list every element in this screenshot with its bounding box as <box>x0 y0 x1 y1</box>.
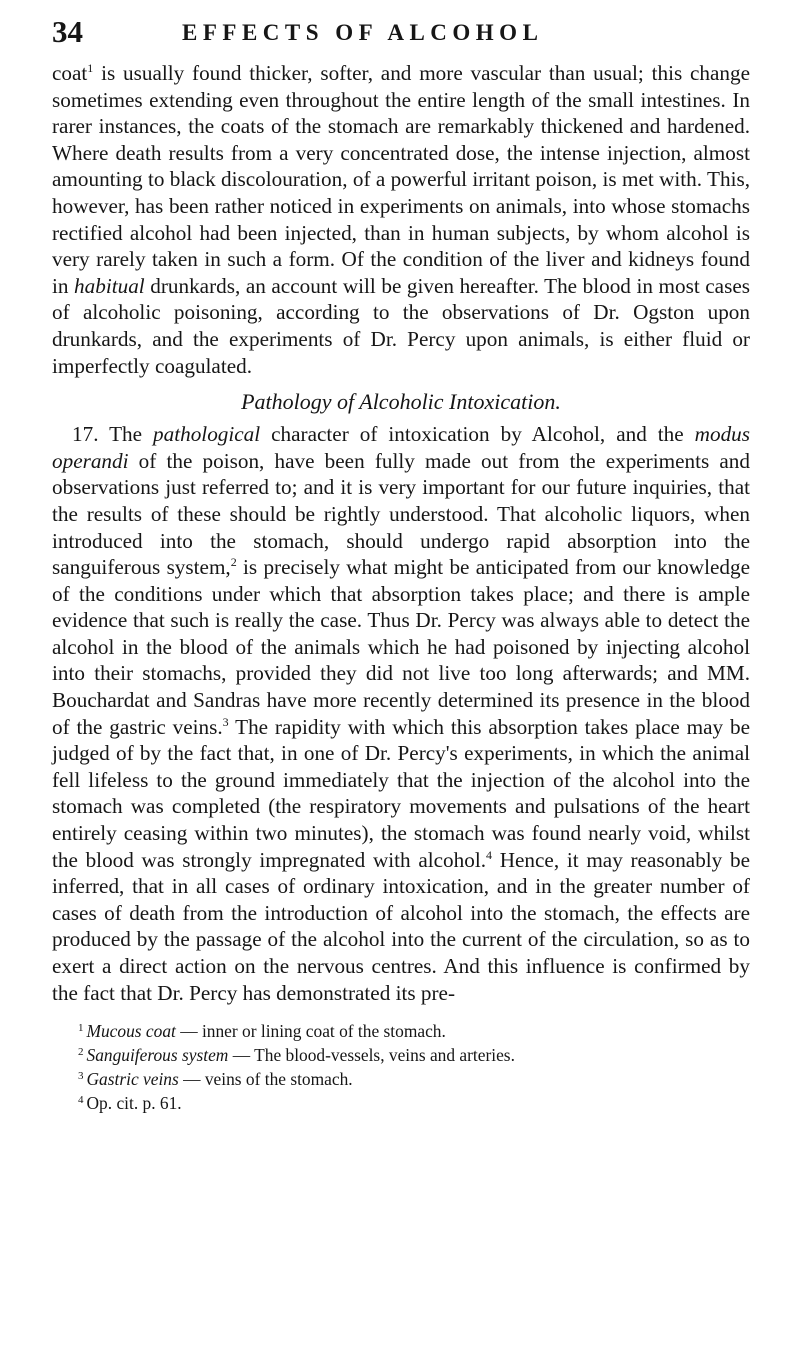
footnote-ref-4: 4 <box>486 847 493 862</box>
footnote-text: — inner or lining coat of the stomach. <box>175 1021 446 1042</box>
footnotes <box>78 1018 750 1114</box>
footnote-mark: 4 <box>78 1094 84 1107</box>
paragraph-2-text: of the poison, have been fully made out from the experiments and observations just referred to; and it is very important for our future inquiries, that the results of these should be rightly understood. That alcoholic liquors, when introduced into the stomach, should undergo rapid absorption into the sanguiferous system, <box>52 448 750 580</box>
emphasis-habitual: habitual <box>74 273 145 298</box>
footnote-4 <box>78 1090 750 1114</box>
page-number: 34 <box>52 14 83 49</box>
paragraph-1 <box>52 60 750 379</box>
footnote-3 <box>78 1066 750 1090</box>
running-title: EFFECTS OF ALCOHOL <box>182 20 544 45</box>
footnote-2 <box>78 1042 750 1066</box>
emphasis-pathological: pathological <box>153 422 261 447</box>
paragraph-2-text: is precisely what might be anticipated from our knowledge of the conditions under which that absorption takes place; and there is ample evidence that such is really the case. Thus Dr. Percy was always able to detect the alcohol in the blood of the animals which he had poisoned by injecting alcohol into their stomachs, provided they did not live too long afterwards; and MM. Bouchardat and Sandras have more recently determined its presence in the blood of the gastric veins. <box>52 555 750 739</box>
footnote-text: Op. cit. p. 61. <box>86 1093 182 1114</box>
paragraph-1-text: is usually found thicker, softer, and more vascular than usual; this change sometimes extending even throughout the entire length of the small intestines. In rarer instances, the coats of the stomach are remarkably thickened and hardened. Where death results from a very concentrated dose, the intense injection, almost amounting to black discolouration, of a powerful irritant poison, is met with. This, however, has been rather noticed in experiments on animals, into whose stomachs rectified alcohol had been injected, than in human subjects, by whom alcohol is very rarely taken in such a form. Of the condition of the liver and kidneys found in <box>52 61 750 298</box>
footnote-ref-2: 2 <box>230 555 237 570</box>
footnote-mark: 1 <box>78 1022 84 1035</box>
footnote-ref-1: 1 <box>87 61 94 75</box>
footnote-mark: 3 <box>78 1070 84 1083</box>
footnote-1 <box>78 1018 750 1042</box>
paragraph-2-text: The rapidity with which this absorption takes place may be judged of by the fact that, in one of Dr. Percy's experiments, in which the animal fell lifeless to the ground immediately that the injection of the alcohol into the stomach was completed (the respiratory movements and pulsations of the heart entirely ceasing within two minutes), the stomach was found nearly void, whilst the blood was strongly impregnated with alcohol. <box>52 714 750 872</box>
paragraph-2-text: character of intoxication by Alcohol, and the <box>260 422 695 447</box>
footnote-mark: 2 <box>78 1046 84 1059</box>
body-text <box>52 60 750 1006</box>
footnote-ref-3: 3 <box>222 714 229 729</box>
footnote-term: Gastric veins <box>86 1069 179 1090</box>
paragraph-1-text: drunkards, an account will be given hereafter. The blood in most cases of alcoholic poisoning, according to the observations of Dr. Ogston upon drunkards, and the experiments of Dr. Percy upon animals, is either fluid or imperfectly coagulated. <box>52 273 750 378</box>
paragraph-2 <box>52 421 750 1006</box>
footnote-text: — The blood-vessels, veins and arteries. <box>228 1045 515 1066</box>
footnote-term: Sanguiferous system <box>86 1045 229 1066</box>
paragraph-2-text: Hence, it may reasonably be inferred, that in all cases of ordinary intoxication, and in the greater number of cases of death from the introduction of alcohol into the stomach, the effects are produced by the passage of the alcohol into the current of the circulation, so as to exert a direct action on the nervous centres. And this influence is confirmed by the fact that Dr. Percy has demonstrated its pre- <box>52 847 750 1005</box>
paragraph-2-text: 17. The <box>72 422 154 447</box>
paragraph-1-text: coat <box>52 61 88 85</box>
section-heading: Pathology of Alcoholic Intoxication. <box>241 389 561 415</box>
footnote-term: Mucous coat <box>86 1021 176 1042</box>
running-head <box>52 0 750 60</box>
footnote-text: — veins of the stomach. <box>178 1069 353 1090</box>
emphasis-modus-operandi: modus operandi <box>52 422 750 473</box>
